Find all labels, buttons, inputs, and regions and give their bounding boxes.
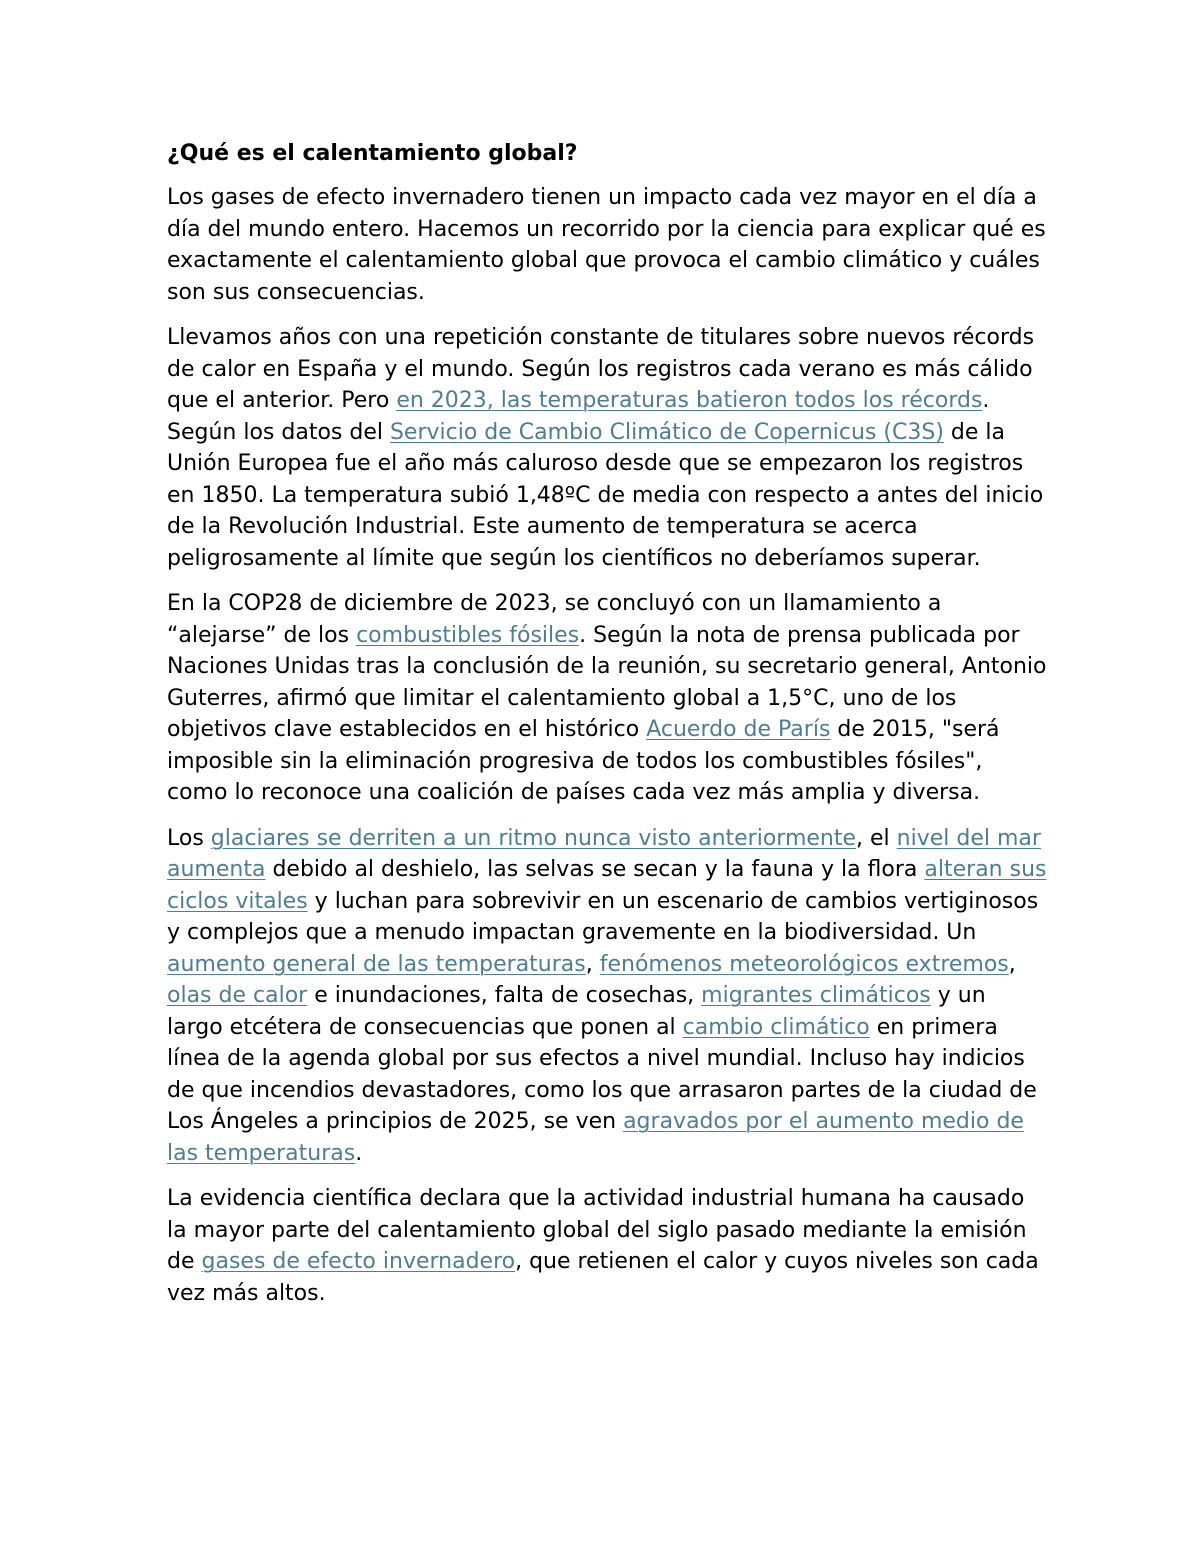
paragraph-text: debido al deshielo, las selvas se secan y la fauna y la flora bbox=[265, 857, 925, 882]
paragraph-intro bbox=[167, 182, 1047, 308]
link-migrantes-climaticos[interactable]: migrantes climáticos bbox=[701, 983, 931, 1008]
paragraph-text: . Según la nota de prensa publicada por Naciones Unidas tras la conclusión de la reunión, su secretario general, Antonio Guterres, afirmó que limitar el calentamiento global a 1,5°C, uno de los objetivos clave establecidos en el histórico bbox=[167, 622, 1047, 742]
paragraph-text: e inundaciones, falta de cosechas, bbox=[307, 983, 702, 1008]
link-aumento-temperaturas[interactable]: aumento general de las temperaturas bbox=[167, 951, 586, 977]
paragraph-text: de 2015, "será imposible sin la eliminación progresiva de todos los combustibles fósiles", como lo reconoce una coalición de países cada vez más amplia y diversa. bbox=[167, 717, 1000, 805]
paragraph-text: Llevamos años con una repetición constante de titulares sobre nuevos récords de calor en España y el mundo. Según los registros cada verano es más cálido que el anterior. Pero bbox=[167, 325, 1035, 413]
paragraph-text: , bbox=[585, 951, 600, 977]
paragraph-text: . bbox=[355, 1140, 363, 1166]
link-agravados-temperaturas[interactable]: agravados por el aumento medio de las temperaturas bbox=[167, 1109, 1024, 1166]
link-gases-efecto-invernadero[interactable]: gases de efecto invernadero bbox=[201, 1249, 516, 1274]
paragraph-text: En la COP28 de diciembre de 2023, se concluyó con un llamamiento a “alejarse” de los bbox=[167, 591, 942, 648]
link-nivel-del-mar[interactable]: nivel del mar aumenta bbox=[167, 825, 1041, 882]
paragraph-text: La evidencia científica declara que la actividad industrial humana ha causado la mayor parte del calentamiento global del siglo pasado mediante la emisión de bbox=[167, 1186, 1027, 1274]
link-cambio-climatico[interactable]: cambio climático bbox=[682, 1014, 870, 1040]
paragraph-evidence bbox=[167, 1183, 1047, 1309]
paragraph-text: Los gases de efecto invernadero tienen un impacto cada vez mayor en el día a día del mundo entero. Hacemos un recorrido por la ciencia para explicar qué es exactamente el calentamiento global que provoca el cambio climático y cuáles son sus consecuencias. bbox=[167, 185, 1046, 305]
paragraph-text: , que retienen el calor y cuyos niveles son cada vez más altos. bbox=[167, 1249, 1039, 1306]
paragraph-text: de la Unión Europea fue el año más caluroso desde que se empezaron los registros en 1850. La temperatura subió 1,48ºC de media con respecto a antes del inicio de la Revolución Industrial. Este aumento de temperatura se acerca peligrosamente al límite que según los científicos no deberíamos superar. bbox=[167, 419, 1044, 571]
paragraph-text: , bbox=[1008, 951, 1016, 977]
link-2023-records[interactable]: en 2023, las temperaturas batieron todos los récords bbox=[396, 388, 983, 413]
paragraph-text: en primera línea de la agenda global por sus efectos a nivel mundial. Incluso hay indicios de que incendios devastadores, como los que arrasaron partes de la ciudad de Los Ángeles a principios de 2025, se ven bbox=[167, 1014, 1037, 1134]
paragraph-text: Los bbox=[167, 825, 211, 851]
link-olas-de-calor[interactable]: olas de calor bbox=[167, 983, 308, 1008]
link-combustibles-fosiles[interactable]: combustibles fósiles bbox=[356, 622, 580, 648]
link-glaciares[interactable]: glaciares se derriten a un ritmo nunca visto anteriormente bbox=[210, 825, 857, 851]
paragraph-cop28 bbox=[167, 588, 1047, 809]
paragraph-text: y luchan para sobrevivir en un escenario de cambios vertiginosos y complejos que a menudo impactan gravemente en la biodiversidad. Un bbox=[167, 888, 1039, 945]
link-ciclos-vitales[interactable]: alteran sus ciclos vitales bbox=[167, 857, 1047, 914]
link-fenomenos-extremos[interactable]: fenómenos meteorológicos extremos bbox=[599, 951, 1009, 977]
paragraph-text: . Según los datos del bbox=[167, 388, 990, 445]
paragraph-records bbox=[167, 322, 1047, 574]
paragraph-text: y un largo etcétera de consecuencias que ponen al bbox=[167, 983, 986, 1040]
page-title: ¿Qué es el calentamiento global? bbox=[167, 141, 578, 166]
link-acuerdo-paris[interactable]: Acuerdo de París bbox=[646, 717, 831, 742]
paragraph-text: , el bbox=[856, 825, 897, 851]
paragraph-consequences bbox=[167, 823, 1047, 1170]
document-page bbox=[167, 136, 1047, 1323]
link-copernicus-c3s[interactable]: Servicio de Cambio Climático de Copernicus (C3S) bbox=[389, 419, 944, 445]
